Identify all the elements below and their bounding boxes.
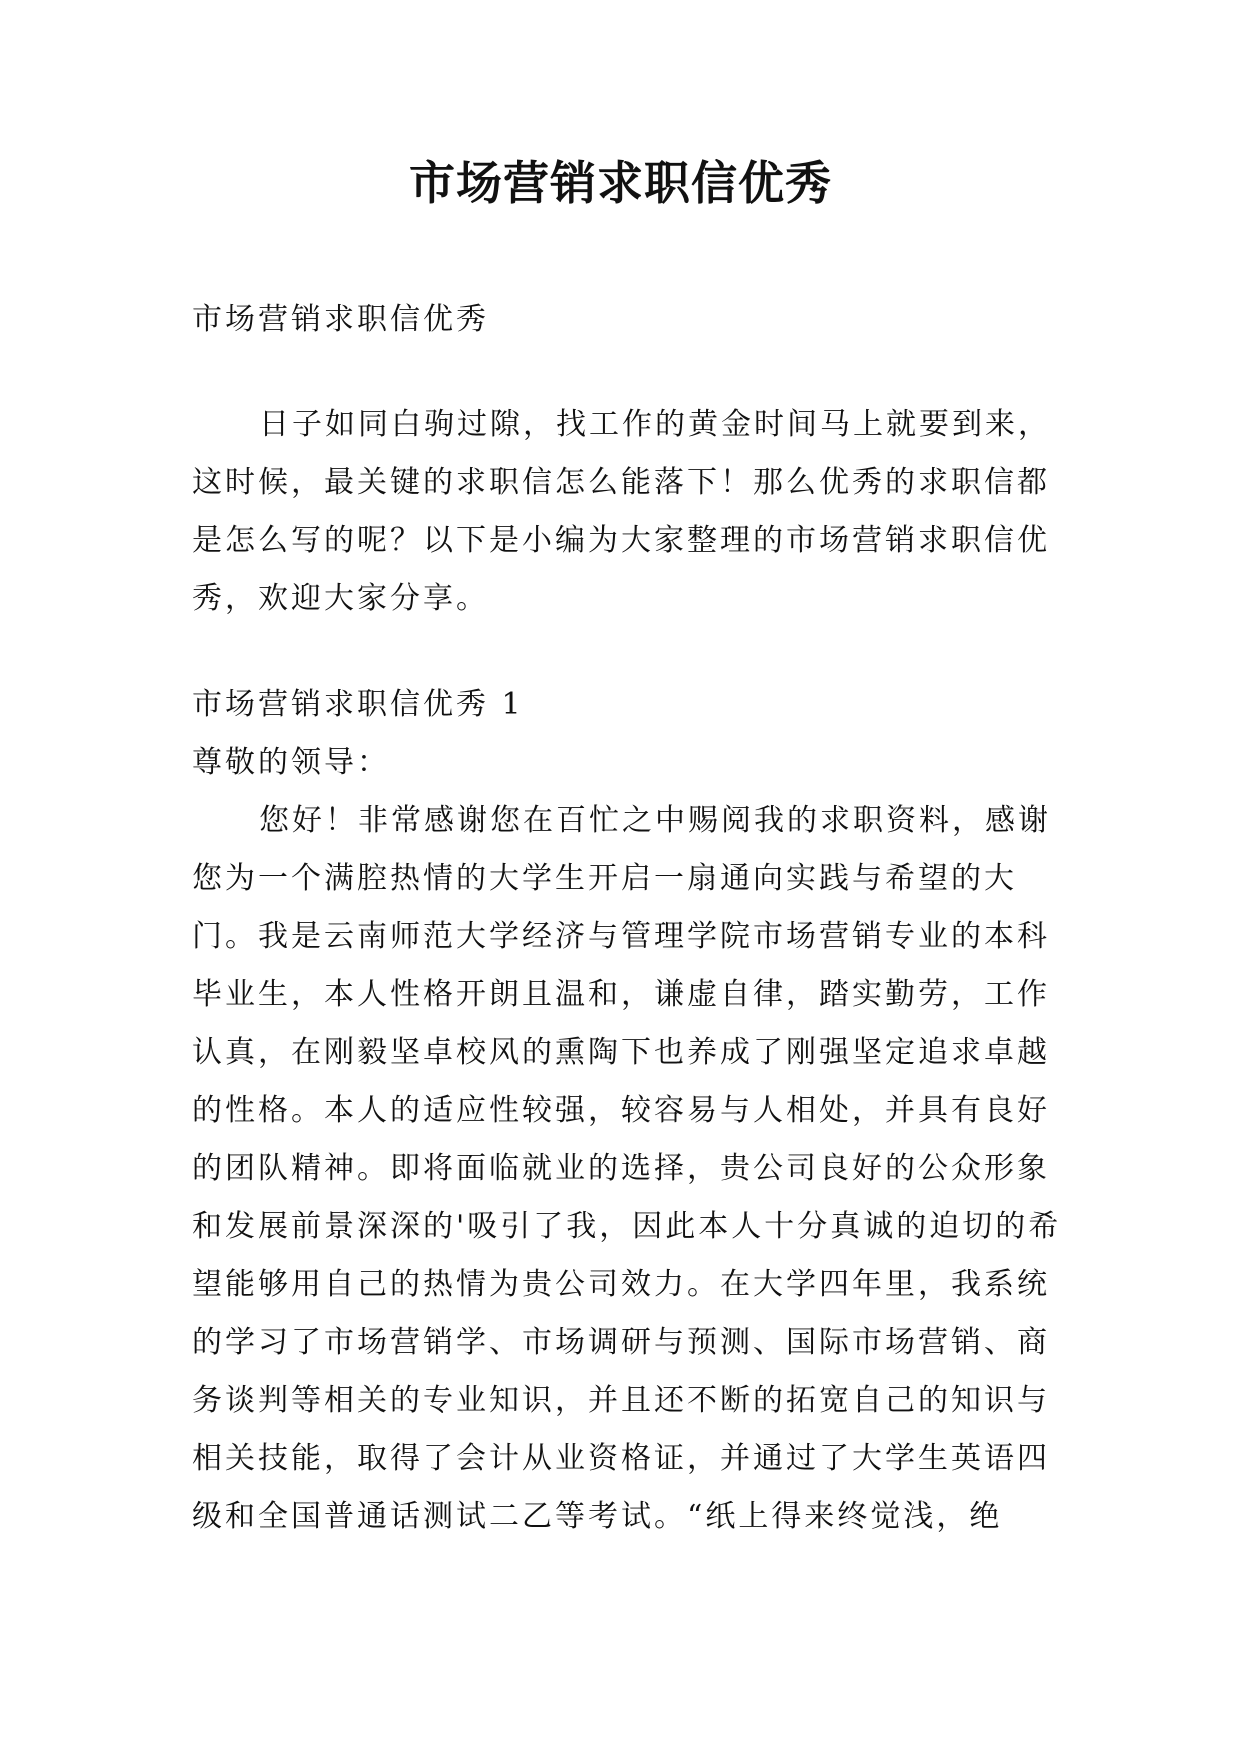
letter-body-paragraph: 您好！非常感谢您在百忙之中赐阅我的求职资料，感谢您为一个满腔热情的大学生开启一扇通向实践与希望的大门。我是云南师范大学经济与管理学院市场营销专业的本科毕业生，本人性格开朗且温和，谦虚自律，踏实勤劳，工作认真，在刚毅坚卓校风的熏陶下也养成了刚强坚定追求卓越的性格。本人的适应性较强，较容易与人相处，并具有良好的团队精神。即将面临就业的选择，贵公司良好的公众形象和发展前景深深的'吸引了我，因此本人十分真诚的迫切的希望能够用自己的热情为贵公司效力。在大学四年里，我系统的学习了市场营销学、市场调研与预测、国际市场营销、商务谈判等相关的专业知识，并且还不断的拓宽自己的知识与相关技能，取得了会计从业资格证，并通过了大学生英语四级和全国普通话测试二乙等考试。“纸上得来终觉浅，绝 — [192, 803, 1062, 1534]
section-heading: 市场营销求职信优秀 1 — [192, 687, 524, 722]
document-title: 市场营销求职信优秀 — [409, 156, 832, 210]
salutation: 尊敬的领导： — [192, 745, 390, 780]
intro-paragraph: 日子如同白驹过隙，找工作的黄金时间马上就要到来，这时候，最关键的求职信怎么能落下！那么优秀的求职信都是怎么写的呢？以下是小编为大家整理的市场营销求职信优秀，欢迎大家分享。 — [192, 407, 1051, 616]
document-subtitle: 市场营销求职信优秀 — [192, 302, 489, 337]
document-body — [192, 291, 1072, 1546]
